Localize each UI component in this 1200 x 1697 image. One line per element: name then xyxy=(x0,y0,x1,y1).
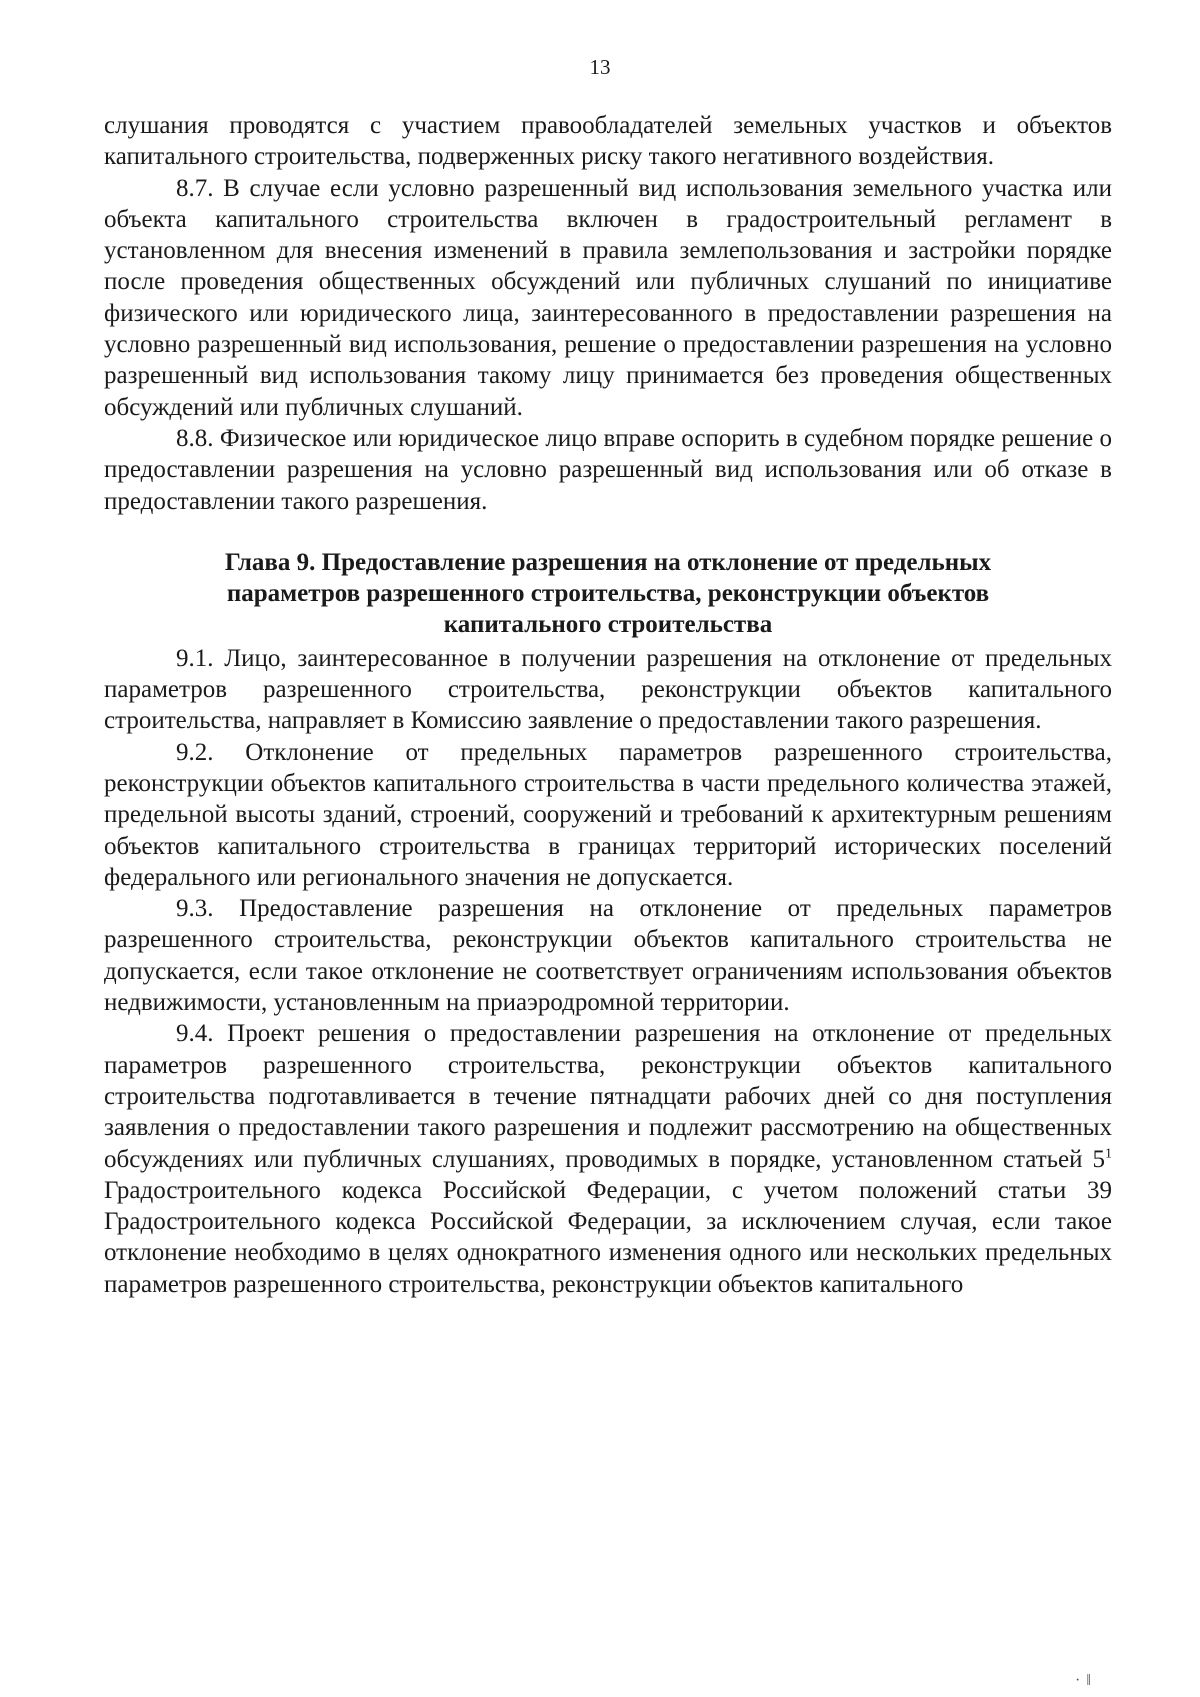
paragraph-9-4-part2: Градостроительного кодекса Российской Федерации, с учетом положений статьи 39 Градостроительного кодекса Российской Федерации, за исключением случая, если такое отклонение необходимо в целях однократного изменения одного или нескольких предельных параметров разрешенного строительства, реконструкции объектов капитального xyxy=(104,1176,1112,1298)
paragraph-continuation: слушания проводятся с участием правообладателей земельных участков и объектов капитального строительства, подверженных риску такого негативного воздействия. xyxy=(104,112,1112,171)
paragraph-9-4 xyxy=(104,1018,1112,1300)
article-superscript: 1 xyxy=(1105,1146,1112,1162)
paragraph-8-7: 8.7. В случае если условно разрешенный вид использования земельного участка или объекта капитального строительства включен в градостроительный регламент в установленном для внесения изменений в правила землепользования и застройки порядке после проведения общественных обсуждений или публичных слушаний по инициативе физического или юридического лица, заинтересованного в предоставлении разрешения на условно разрешенный вид использования, решение о предоставлении разрешения на условно разрешенный вид использования такому лицу принимается без проведения общественных обсуждений или публичных слушаний. xyxy=(104,174,1112,421)
paragraph-9-4-part1: 9.4. Проект решения о предоставлении разрешения на отклонение от предельных параметров разрешенного строительства, реконструкции объектов капитального строительства подготавливается в течение пятнадцати рабочих дней со дня поступления заявления о предоставлении такого разрешения и подлежит рассмотрению на общественных обсуждениях или публичных слушаниях, проводимых в порядке, установленном статьей 5 xyxy=(104,1020,1112,1173)
paragraph-9-3: 9.3. Предоставление разрешения на отклонение от предельных параметров разрешенного строительства, реконструкции объектов капитального строительства не допускается, если такое отклонение не соответствует ограничениям использования объектов недвижимости, установленным на приаэродромной территории. xyxy=(104,895,1112,1017)
document-body xyxy=(104,110,1112,1300)
paragraph-9-1: 9.1. Лицо, заинтересованное в получении разрешения на отклонение от предельных параметров разрешенного строительства, реконструкции объектов капитального строительства, направляет в Комиссию заявление о предоставлении такого разрешения. xyxy=(104,644,1112,735)
paragraph-9-2: 9.2. Отклонение от предельных параметров разрешенного строительства, реконструкции объектов капитального строительства в части предельного количества этажей, предельной высоты зданий, строений, сооружений и требований к архитектурным решениям объектов капитального строительства в границах территорий исторических поселений федерального или регионального значения не допускается. xyxy=(104,738,1112,891)
scan-artifact-mark: · ‖ xyxy=(1075,1672,1092,1689)
chapter-heading: Глава 9. Предоставление разрешения на отклонение от предельных параметров разрешенного строительства, реконструкции объектов капитального строительства xyxy=(224,548,992,639)
page-number: 13 xyxy=(589,55,611,79)
paragraph-8-8: 8.8. Физическое или юридическое лицо вправе оспорить в судебном порядке решение о предоставлении разрешения на условно разрешенный вид использования или об отказе в предоставлении такого разрешения. xyxy=(104,424,1112,515)
